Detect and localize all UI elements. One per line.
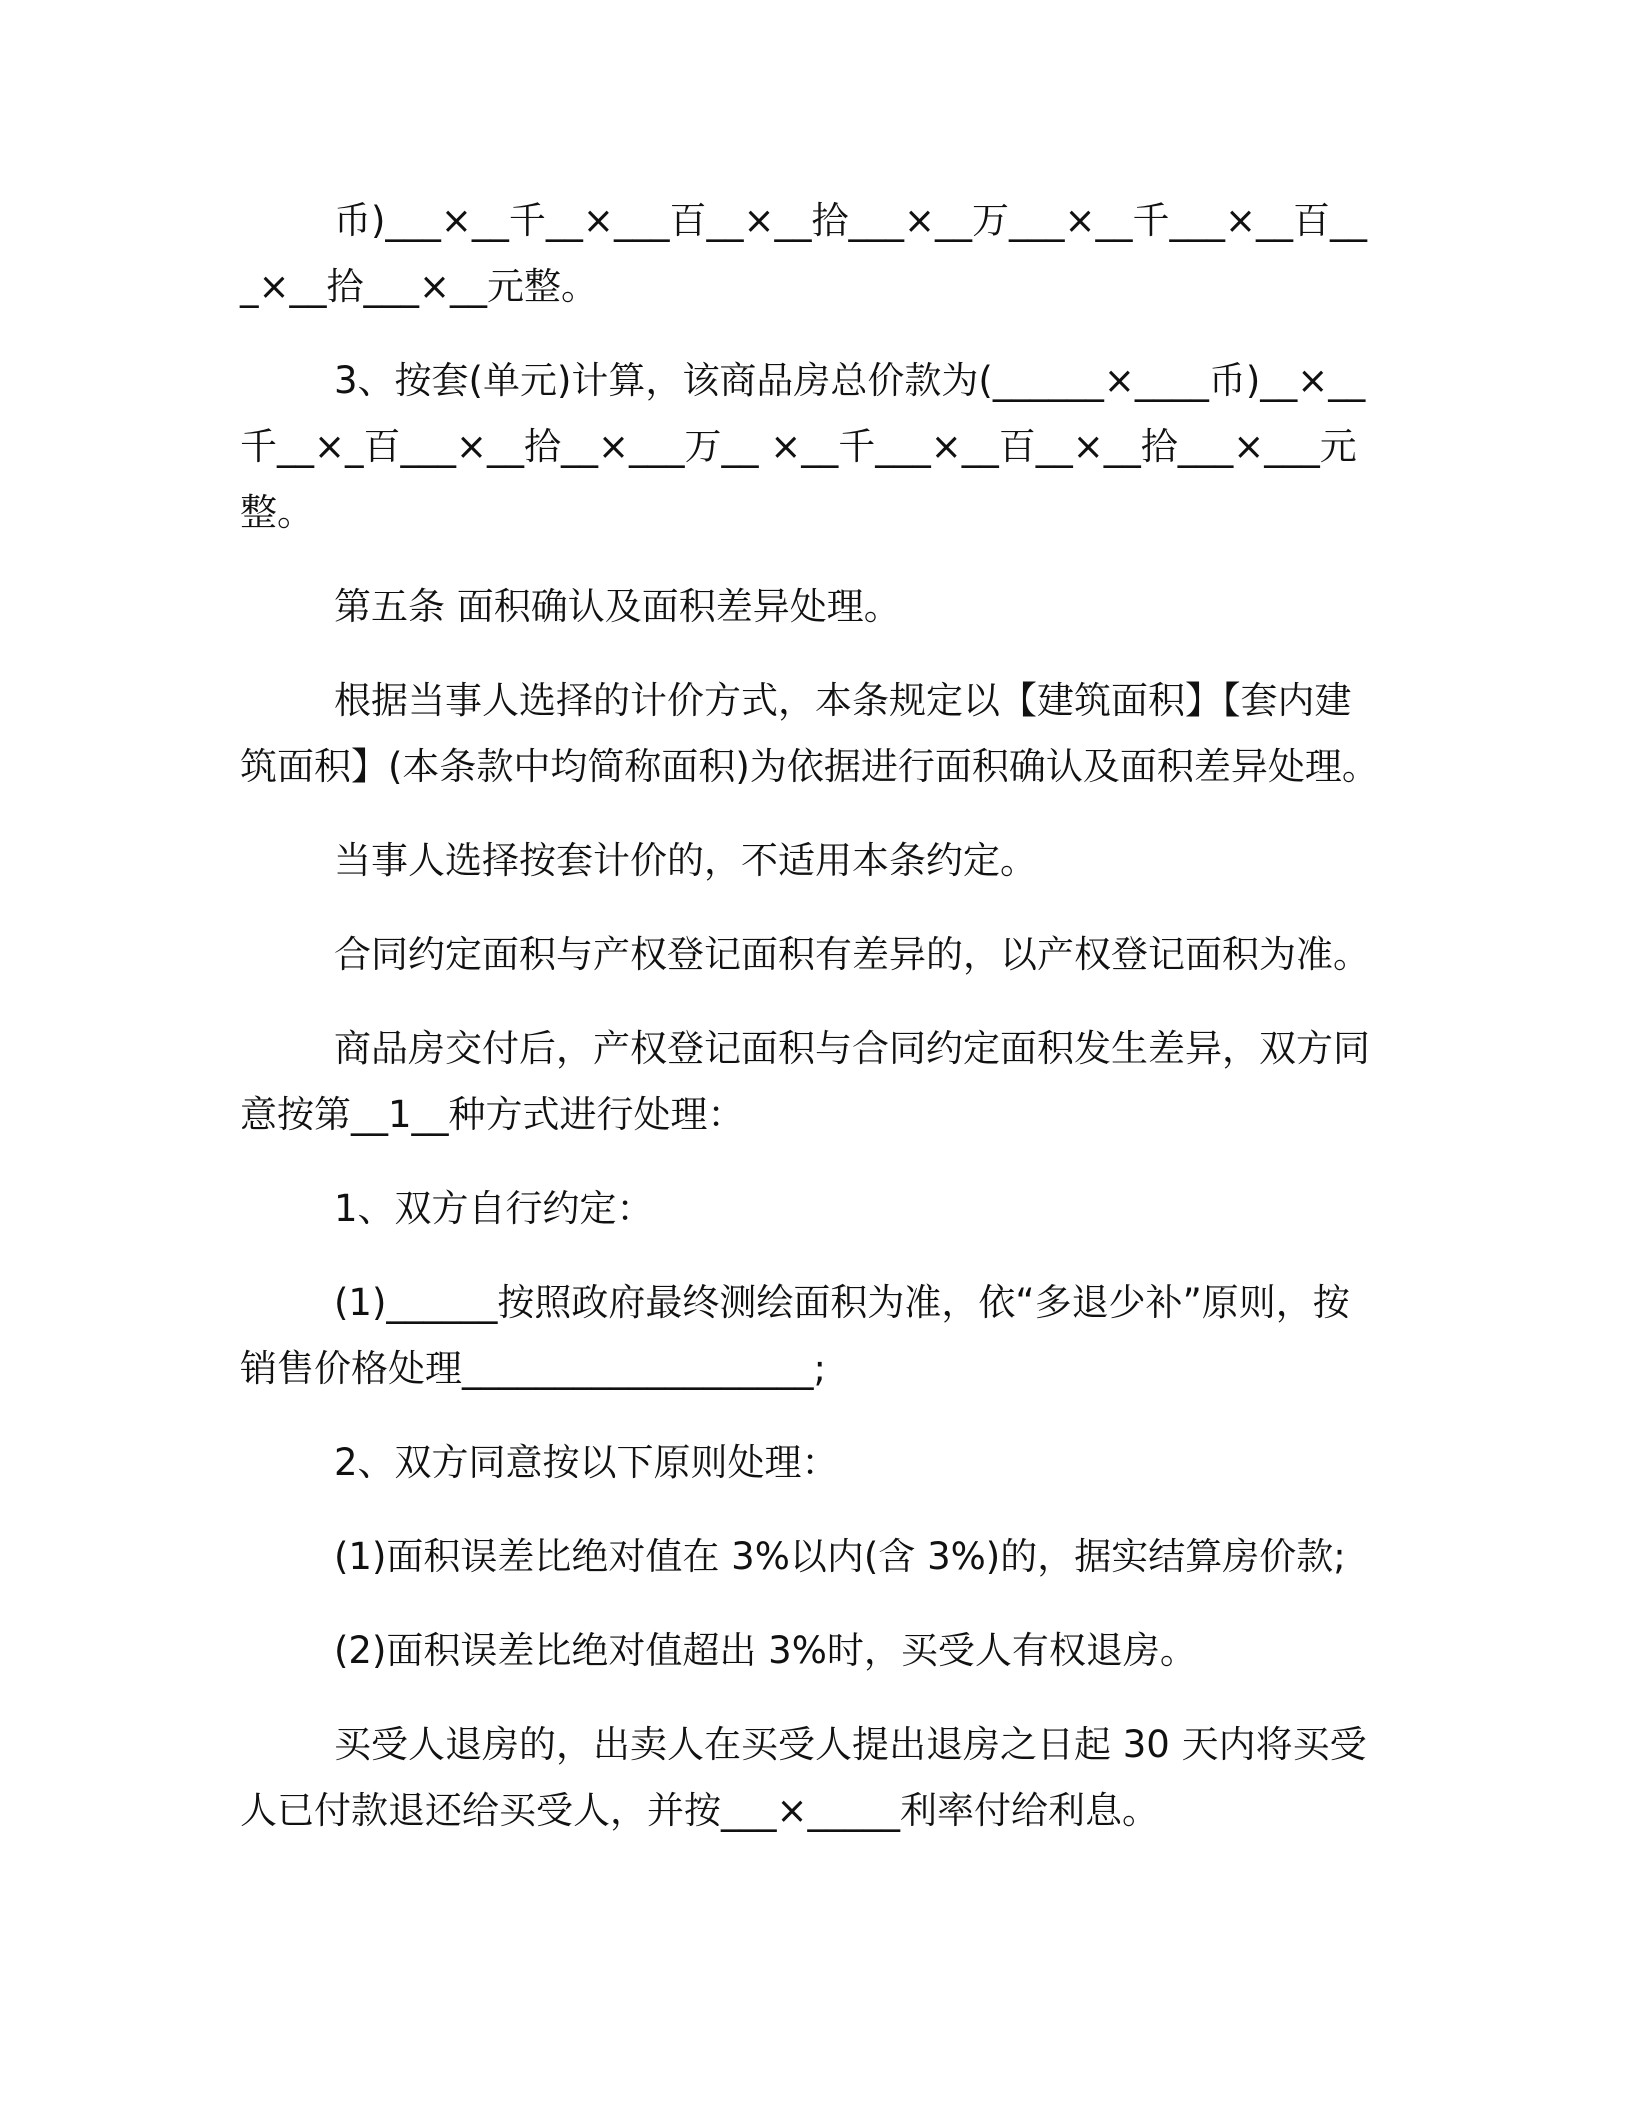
option-two-item-one: (1)面积误差比绝对值在 3%以内(含 3%)的，据实结算房价款;	[334, 1535, 1346, 1578]
registered-area-precedence-paragraph: 合同约定面积与产权登记面积有差异的，以产权登记面积为准。	[334, 933, 1370, 976]
clause-total-price-by-unit: 3、按套(单元)计算，该商品房总价款为(______×____币)__×__千__×_百___×__拾__×___万__ ×__千___×__百__×__拾___×___元整。	[240, 359, 1366, 534]
price-in-words-continued: 币)___×__千__×___百__×__拾___×__万___×__千___×__百___×__拾___×__元整。	[240, 199, 1367, 308]
unit-pricing-exclusion-paragraph: 当事人选择按套计价的，不适用本条约定。	[334, 839, 1037, 882]
article-five-heading: 第五条 面积确认及面积差异处理。	[334, 585, 901, 628]
option-one-heading: 1、双方自行约定：	[334, 1187, 654, 1230]
refund-paragraph: 买受人退房的，出卖人在买受人提出退房之日起 30 天内将买受人已付款退还给买受人，并按___×_____利率付给利息。	[240, 1723, 1367, 1832]
document-body	[240, 188, 1380, 1872]
area-difference-method-paragraph: 商品房交付后，产权登记面积与合同约定面积发生差异，双方同意按第__1__种方式进行处理：	[240, 1027, 1370, 1136]
option-one-item-one: (1)______按照政府最终测绘面积为准，依“多退少补”原则，按销售价格处理___________________;	[240, 1281, 1350, 1390]
option-two-item-two: (2)面积误差比绝对值超出 3%时，买受人有权退房。	[334, 1629, 1197, 1672]
option-two-heading: 2、双方同意按以下原则处理：	[334, 1441, 839, 1484]
area-basis-paragraph: 根据当事人选择的计价方式，本条规定以【建筑面积】【套内建筑面积】(本条款中均简称面积)为依据进行面积确认及面积差异处理。	[240, 679, 1379, 788]
